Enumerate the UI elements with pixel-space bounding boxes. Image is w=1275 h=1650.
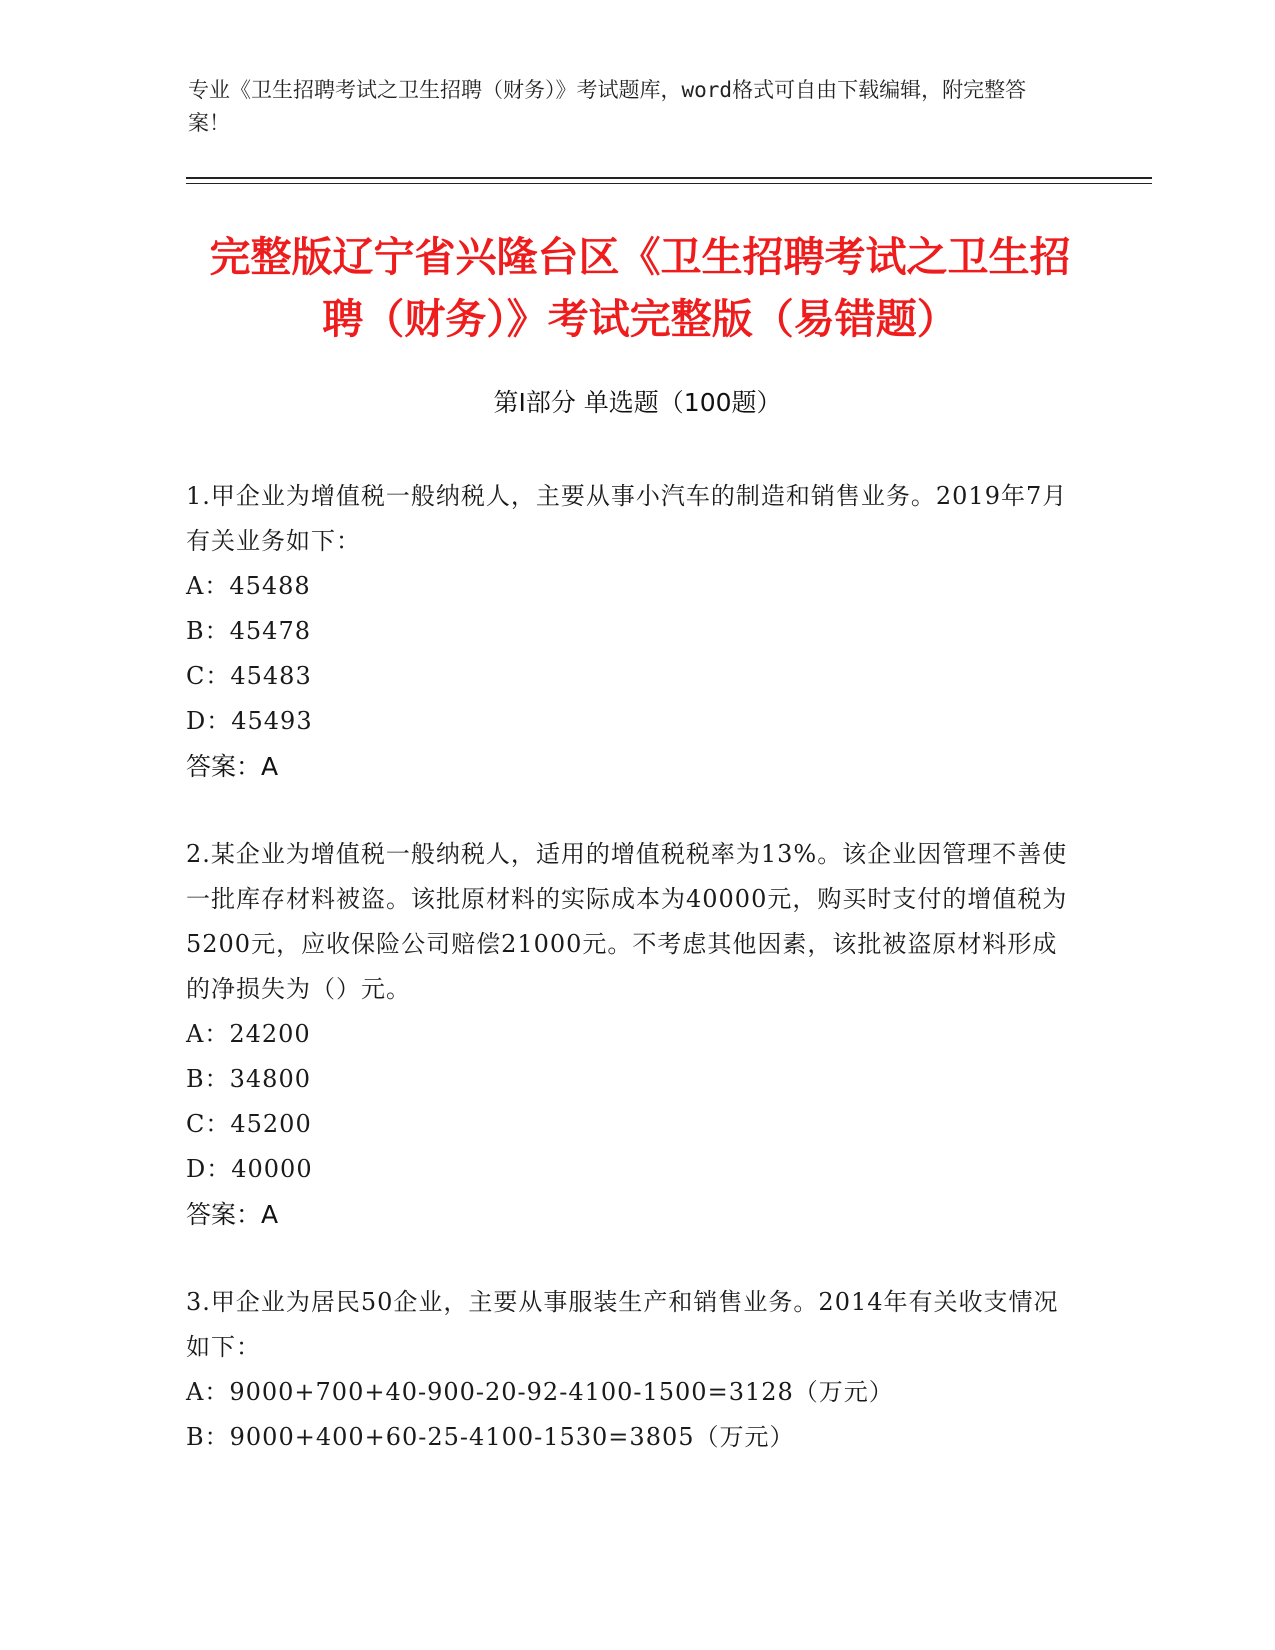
option-label: D： [186, 707, 232, 735]
option-text: 45200 [230, 1110, 312, 1138]
option-text: 34800 [229, 1065, 311, 1093]
option-text: 45483 [230, 662, 312, 690]
option-text: 40000 [231, 1155, 313, 1183]
question-1 [186, 474, 1076, 789]
option-b [186, 1415, 1076, 1460]
question-stem: 3.甲企业为居民50企业，主要从事服装生产和销售业务。2014年有关收支情况如下： [186, 1288, 1059, 1361]
option-label: A： [186, 1020, 230, 1048]
answer-line: 答案：A [186, 752, 279, 781]
option-label: D： [186, 1155, 232, 1183]
question-stem: 2.某企业为增值税一般纳税人，适用的增值税税率为13%。该企业因管理不善使一批库存材料被盗。该批原材料的实际成本为40000元，购买时支付的增值税为5200元，应收保险公司赔偿21000元。不考虑其他因素，该批被盗原材料形成的净损失为（）元。 [186, 840, 1068, 1003]
question-3 [186, 1280, 1076, 1460]
option-a [186, 564, 1076, 609]
option-b [186, 609, 1076, 654]
option-text: 45488 [229, 572, 311, 600]
option-label: A： [186, 1378, 230, 1406]
question-2 [186, 832, 1076, 1237]
option-c [186, 1102, 1076, 1147]
header-divider-thick [186, 177, 1152, 179]
question-stem: 1.甲企业为增值税一般纳税人，主要从事小汽车的制造和销售业务。2019年7月有关业务如下： [186, 482, 1068, 555]
header-note: 专业《卫生招聘考试之卫生招聘（财务）》考试题库，word格式可自由下载编辑，附完整答案！ [188, 78, 1027, 135]
document-title: 完整版辽宁省兴隆台区《卫生招聘考试之卫生招聘（财务）》考试完整版（易错题） [209, 233, 1071, 343]
option-c [186, 654, 1076, 699]
option-label: C： [186, 1110, 231, 1138]
option-d [186, 1147, 1076, 1192]
question-list [186, 474, 1076, 1503]
option-label: B： [186, 1065, 230, 1093]
option-label: B： [186, 1423, 230, 1451]
option-label: C： [186, 662, 231, 690]
option-text: 24200 [229, 1020, 311, 1048]
option-d [186, 699, 1076, 744]
section-heading: 第Ⅰ部分 单选题（100题） [493, 388, 782, 417]
option-text: 9000+400+60-25-4100-1530=3805（万元） [229, 1423, 795, 1451]
option-b [186, 1057, 1076, 1102]
header-divider-thin [186, 183, 1152, 184]
option-text: 9000+700+40-900-20-92-4100-1500=3128（万元） [229, 1378, 894, 1406]
option-a [186, 1370, 1076, 1415]
answer-line: 答案：A [186, 1200, 279, 1229]
option-text: 45493 [231, 707, 313, 735]
option-label: B： [186, 617, 230, 645]
option-label: A： [186, 572, 230, 600]
option-text: 45478 [229, 617, 311, 645]
option-a [186, 1012, 1076, 1057]
